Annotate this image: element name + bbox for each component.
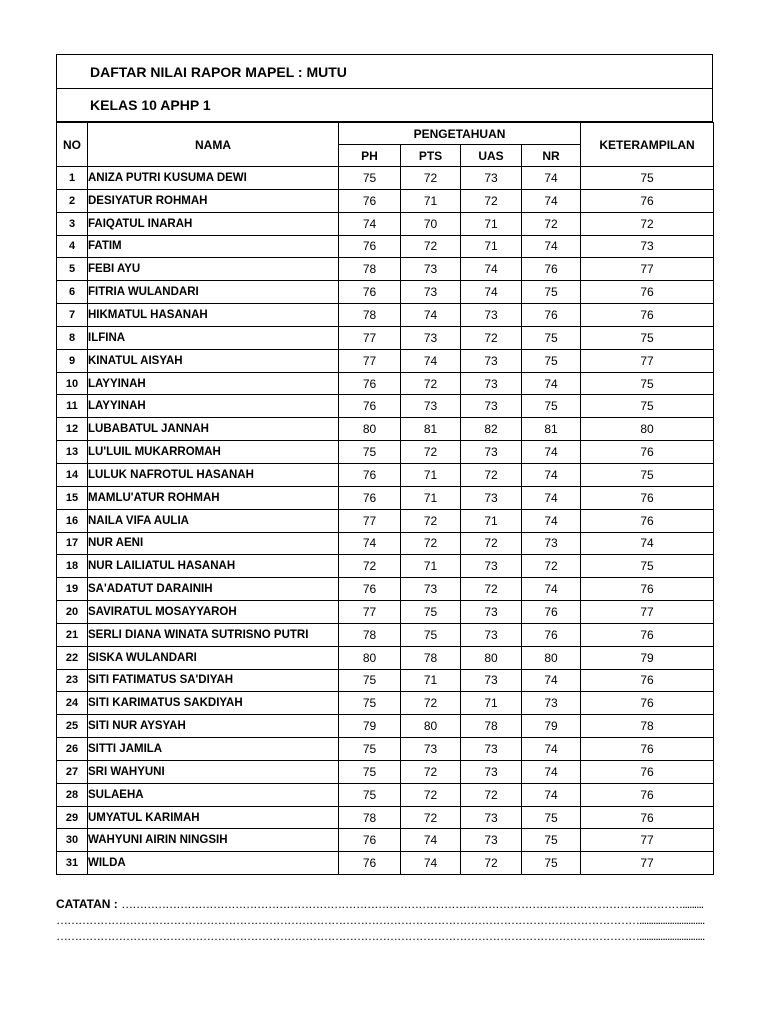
row-uas: 74 — [461, 258, 522, 281]
col-header-uas: UAS — [461, 145, 522, 167]
row-pts: 71 — [401, 463, 461, 486]
row-nama: SULAEHA — [88, 783, 339, 806]
row-ph: 77 — [339, 601, 401, 624]
row-ph: 75 — [339, 441, 401, 464]
table-row — [57, 806, 714, 829]
notes-line-1 — [56, 896, 704, 912]
row-ph: 75 — [339, 783, 401, 806]
row-ph: 78 — [339, 304, 401, 327]
row-no: 12 — [57, 418, 88, 441]
row-keterampilan: 76 — [581, 189, 714, 212]
row-pts: 71 — [401, 669, 461, 692]
class-title-row — [56, 88, 713, 122]
table-row — [57, 395, 714, 418]
row-no: 7 — [57, 304, 88, 327]
row-pts: 73 — [401, 738, 461, 761]
row-ph: 80 — [339, 418, 401, 441]
row-nama: LU'LUIL MUKARROMAH — [88, 441, 339, 464]
row-no: 4 — [57, 235, 88, 258]
row-pts: 72 — [401, 806, 461, 829]
row-uas: 71 — [461, 509, 522, 532]
row-ph: 78 — [339, 806, 401, 829]
row-pts: 74 — [401, 304, 461, 327]
row-nama: SITI NUR AYSYAH — [88, 715, 339, 738]
row-ph: 75 — [339, 738, 401, 761]
row-keterampilan: 75 — [581, 463, 714, 486]
row-uas: 73 — [461, 486, 522, 509]
row-ph: 75 — [339, 167, 401, 190]
row-keterampilan: 77 — [581, 829, 714, 852]
row-no: 11 — [57, 395, 88, 418]
row-pts: 70 — [401, 212, 461, 235]
table-row — [57, 669, 714, 692]
row-no: 29 — [57, 806, 88, 829]
row-pts: 72 — [401, 167, 461, 190]
row-uas: 82 — [461, 418, 522, 441]
row-no: 6 — [57, 281, 88, 304]
row-nr: 74 — [522, 486, 581, 509]
row-nr: 73 — [522, 532, 581, 555]
notes-line-3: ……………………………………………………………………………………………………………………………………………............................ — [56, 929, 705, 943]
row-uas: 73 — [461, 623, 522, 646]
row-pts: 78 — [401, 646, 461, 669]
row-nama: SERLI DIANA WINATA SUTRISNO PUTRI — [88, 623, 339, 646]
row-nr: 72 — [522, 555, 581, 578]
table-row — [57, 532, 714, 555]
row-uas: 72 — [461, 189, 522, 212]
row-nr: 75 — [522, 829, 581, 852]
row-nr: 75 — [522, 852, 581, 875]
row-ph: 76 — [339, 578, 401, 601]
notes-label: CATATAN : — [56, 897, 118, 911]
row-nr: 74 — [522, 189, 581, 212]
row-ph: 76 — [339, 852, 401, 875]
row-keterampilan: 75 — [581, 555, 714, 578]
row-no: 14 — [57, 463, 88, 486]
class-title: KELAS 10 APHP 1 — [90, 97, 211, 113]
row-uas: 73 — [461, 372, 522, 395]
row-ph: 74 — [339, 212, 401, 235]
row-pts: 72 — [401, 235, 461, 258]
col-header-pengetahuan: PENGETAHUAN — [339, 123, 581, 145]
row-keterampilan: 76 — [581, 281, 714, 304]
row-ph: 76 — [339, 829, 401, 852]
row-keterampilan: 76 — [581, 806, 714, 829]
row-keterampilan: 76 — [581, 760, 714, 783]
table-row — [57, 167, 714, 190]
row-uas: 72 — [461, 852, 522, 875]
row-pts: 72 — [401, 692, 461, 715]
row-pts: 75 — [401, 601, 461, 624]
row-uas: 73 — [461, 304, 522, 327]
row-nama: KINATUL AISYAH — [88, 349, 339, 372]
row-nama: DESIYATUR ROHMAH — [88, 189, 339, 212]
row-nr: 80 — [522, 646, 581, 669]
row-nr: 74 — [522, 167, 581, 190]
row-no: 24 — [57, 692, 88, 715]
table-row — [57, 349, 714, 372]
table-row — [57, 738, 714, 761]
row-no: 31 — [57, 852, 88, 875]
row-keterampilan: 75 — [581, 326, 714, 349]
row-keterampilan: 77 — [581, 852, 714, 875]
row-nama: HIKMATUL HASANAH — [88, 304, 339, 327]
row-nama: NUR AENI — [88, 532, 339, 555]
row-ph: 75 — [339, 669, 401, 692]
table-row — [57, 304, 714, 327]
row-no: 8 — [57, 326, 88, 349]
row-ph: 76 — [339, 395, 401, 418]
row-keterampilan: 79 — [581, 646, 714, 669]
table-row — [57, 829, 714, 852]
row-ph: 80 — [339, 646, 401, 669]
row-ph: 78 — [339, 258, 401, 281]
row-ph: 76 — [339, 281, 401, 304]
row-no: 26 — [57, 738, 88, 761]
table-row — [57, 509, 714, 532]
row-uas: 73 — [461, 349, 522, 372]
row-nama: SAVIRATUL MOSAYYAROH — [88, 601, 339, 624]
table-row — [57, 486, 714, 509]
row-uas: 73 — [461, 167, 522, 190]
row-no: 25 — [57, 715, 88, 738]
row-ph: 72 — [339, 555, 401, 578]
table-row — [57, 783, 714, 806]
row-pts: 72 — [401, 509, 461, 532]
row-ph: 76 — [339, 486, 401, 509]
table-row — [57, 235, 714, 258]
notes-line-2: ……………………………………………………………………………………………………………………………………………............................ — [56, 913, 705, 927]
row-nama: FAIQATUL INARAH — [88, 212, 339, 235]
row-no: 2 — [57, 189, 88, 212]
row-nr: 74 — [522, 441, 581, 464]
row-no: 13 — [57, 441, 88, 464]
row-no: 30 — [57, 829, 88, 852]
row-no: 23 — [57, 669, 88, 692]
row-nr: 76 — [522, 601, 581, 624]
row-no: 15 — [57, 486, 88, 509]
table-row — [57, 418, 714, 441]
row-no: 21 — [57, 623, 88, 646]
row-no: 22 — [57, 646, 88, 669]
row-uas: 73 — [461, 760, 522, 783]
row-uas: 72 — [461, 578, 522, 601]
row-nama: SRI WAHYUNI — [88, 760, 339, 783]
table-row — [57, 852, 714, 875]
row-pts: 71 — [401, 189, 461, 212]
row-uas: 72 — [461, 326, 522, 349]
row-keterampilan: 77 — [581, 349, 714, 372]
row-keterampilan: 76 — [581, 304, 714, 327]
row-nr: 76 — [522, 304, 581, 327]
row-nama: LAYYINAH — [88, 372, 339, 395]
row-no: 18 — [57, 555, 88, 578]
row-nama: SITI FATIMATUS SA'DIYAH — [88, 669, 339, 692]
col-header-ph: PH — [339, 145, 401, 167]
row-pts: 74 — [401, 349, 461, 372]
row-uas: 71 — [461, 235, 522, 258]
row-nr: 75 — [522, 395, 581, 418]
row-nama: SITTI JAMILA — [88, 738, 339, 761]
row-nama: FEBI AYU — [88, 258, 339, 281]
row-keterampilan: 76 — [581, 692, 714, 715]
col-header-no: NO — [57, 123, 88, 167]
row-pts: 73 — [401, 281, 461, 304]
row-pts: 74 — [401, 829, 461, 852]
row-keterampilan: 78 — [581, 715, 714, 738]
row-ph: 76 — [339, 372, 401, 395]
row-nama: SA'ADATUT DARAINIH — [88, 578, 339, 601]
row-keterampilan: 77 — [581, 601, 714, 624]
row-keterampilan: 76 — [581, 783, 714, 806]
row-keterampilan: 72 — [581, 212, 714, 235]
row-nr: 74 — [522, 578, 581, 601]
row-uas: 74 — [461, 281, 522, 304]
row-uas: 72 — [461, 463, 522, 486]
grades-table — [56, 122, 714, 875]
table-row — [57, 189, 714, 212]
row-pts: 71 — [401, 486, 461, 509]
row-nr: 73 — [522, 692, 581, 715]
table-row — [57, 258, 714, 281]
row-keterampilan: 73 — [581, 235, 714, 258]
row-nama: LAYYINAH — [88, 395, 339, 418]
table-row — [57, 715, 714, 738]
row-nr: 75 — [522, 281, 581, 304]
row-nr: 75 — [522, 349, 581, 372]
row-no: 17 — [57, 532, 88, 555]
row-uas: 71 — [461, 212, 522, 235]
row-nama: UMYATUL KARIMAH — [88, 806, 339, 829]
sheet-title-row — [56, 54, 713, 88]
row-ph: 77 — [339, 509, 401, 532]
row-pts: 75 — [401, 623, 461, 646]
row-nama: LUBABATUL JANNAH — [88, 418, 339, 441]
notes-section — [56, 896, 705, 944]
row-uas: 71 — [461, 692, 522, 715]
row-nr: 79 — [522, 715, 581, 738]
row-uas: 73 — [461, 555, 522, 578]
row-nr: 75 — [522, 806, 581, 829]
row-nr: 74 — [522, 235, 581, 258]
row-nama: SISKA WULANDARI — [88, 646, 339, 669]
col-header-nr: NR — [522, 145, 581, 167]
row-nr: 74 — [522, 783, 581, 806]
row-ph: 78 — [339, 623, 401, 646]
row-no: 3 — [57, 212, 88, 235]
row-nr: 74 — [522, 760, 581, 783]
row-ph: 76 — [339, 189, 401, 212]
row-keterampilan: 75 — [581, 395, 714, 418]
sheet-title: DAFTAR NILAI RAPOR MAPEL : MUTU — [90, 63, 347, 80]
table-row — [57, 326, 714, 349]
row-ph: 76 — [339, 235, 401, 258]
row-keterampilan: 77 — [581, 258, 714, 281]
row-no: 9 — [57, 349, 88, 372]
row-keterampilan: 76 — [581, 623, 714, 646]
row-nr: 74 — [522, 372, 581, 395]
row-uas: 72 — [461, 532, 522, 555]
row-pts: 72 — [401, 372, 461, 395]
row-nama: WAHYUNI AIRIN NINGSIH — [88, 829, 339, 852]
table-row — [57, 281, 714, 304]
row-nr: 74 — [522, 509, 581, 532]
row-nama: ANIZA PUTRI KUSUMA DEWI — [88, 167, 339, 190]
table-row — [57, 212, 714, 235]
table-row — [57, 601, 714, 624]
row-nama: FITRIA WULANDARI — [88, 281, 339, 304]
row-nr: 76 — [522, 258, 581, 281]
row-uas: 72 — [461, 783, 522, 806]
row-nama: NUR LAILIATUL HASANAH — [88, 555, 339, 578]
row-nr: 74 — [522, 738, 581, 761]
grade-sheet — [56, 54, 713, 875]
col-header-nama: NAMA — [88, 123, 339, 167]
row-no: 5 — [57, 258, 88, 281]
row-pts: 81 — [401, 418, 461, 441]
row-keterampilan: 76 — [581, 738, 714, 761]
row-nama: WILDA — [88, 852, 339, 875]
row-pts: 72 — [401, 441, 461, 464]
row-nr: 81 — [522, 418, 581, 441]
table-row — [57, 441, 714, 464]
table-row — [57, 555, 714, 578]
row-keterampilan: 76 — [581, 441, 714, 464]
row-no: 16 — [57, 509, 88, 532]
row-pts: 71 — [401, 555, 461, 578]
row-keterampilan: 75 — [581, 372, 714, 395]
table-row — [57, 623, 714, 646]
row-ph: 79 — [339, 715, 401, 738]
row-keterampilan: 80 — [581, 418, 714, 441]
table-row — [57, 463, 714, 486]
row-no: 20 — [57, 601, 88, 624]
row-pts: 72 — [401, 532, 461, 555]
row-uas: 73 — [461, 395, 522, 418]
row-no: 28 — [57, 783, 88, 806]
row-uas: 78 — [461, 715, 522, 738]
row-uas: 73 — [461, 669, 522, 692]
row-no: 10 — [57, 372, 88, 395]
row-nr: 76 — [522, 623, 581, 646]
row-uas: 73 — [461, 829, 522, 852]
grades-table-body — [57, 167, 714, 875]
row-uas: 73 — [461, 738, 522, 761]
col-header-keterampilan: KETERAMPILAN — [581, 123, 714, 167]
row-ph: 75 — [339, 760, 401, 783]
row-keterampilan: 74 — [581, 532, 714, 555]
row-nama: LULUK NAFROTUL HASANAH — [88, 463, 339, 486]
row-keterampilan: 76 — [581, 578, 714, 601]
row-nama: SITI KARIMATUS SAKDIYAH — [88, 692, 339, 715]
row-uas: 73 — [461, 601, 522, 624]
row-pts: 74 — [401, 852, 461, 875]
row-keterampilan: 76 — [581, 486, 714, 509]
row-nama: MAMLU'ATUR ROHMAH — [88, 486, 339, 509]
row-no: 27 — [57, 760, 88, 783]
table-row — [57, 760, 714, 783]
col-header-pts: PTS — [401, 145, 461, 167]
table-row — [57, 578, 714, 601]
row-ph: 77 — [339, 349, 401, 372]
table-header-row-1 — [57, 123, 714, 145]
row-keterampilan: 76 — [581, 669, 714, 692]
row-pts: 73 — [401, 578, 461, 601]
row-nama: FATIM — [88, 235, 339, 258]
row-no: 1 — [57, 167, 88, 190]
row-pts: 73 — [401, 395, 461, 418]
row-no: 19 — [57, 578, 88, 601]
row-ph: 76 — [339, 463, 401, 486]
row-pts: 80 — [401, 715, 461, 738]
row-keterampilan: 76 — [581, 509, 714, 532]
row-pts: 72 — [401, 760, 461, 783]
row-uas: 80 — [461, 646, 522, 669]
row-uas: 73 — [461, 806, 522, 829]
row-uas: 73 — [461, 441, 522, 464]
row-nr: 74 — [522, 669, 581, 692]
row-nama: NAILA VIFA AULIA — [88, 509, 339, 532]
table-row — [57, 646, 714, 669]
row-keterampilan: 75 — [581, 167, 714, 190]
table-row — [57, 372, 714, 395]
notes-dots-1: ………………………………………………………………………………………………………………………………………......... — [121, 897, 704, 911]
row-ph: 74 — [339, 532, 401, 555]
row-nr: 75 — [522, 326, 581, 349]
row-pts: 72 — [401, 783, 461, 806]
row-ph: 75 — [339, 692, 401, 715]
row-nama: ILFINA — [88, 326, 339, 349]
row-nr: 72 — [522, 212, 581, 235]
row-pts: 73 — [401, 258, 461, 281]
row-nr: 74 — [522, 463, 581, 486]
row-ph: 77 — [339, 326, 401, 349]
row-pts: 73 — [401, 326, 461, 349]
table-row — [57, 692, 714, 715]
